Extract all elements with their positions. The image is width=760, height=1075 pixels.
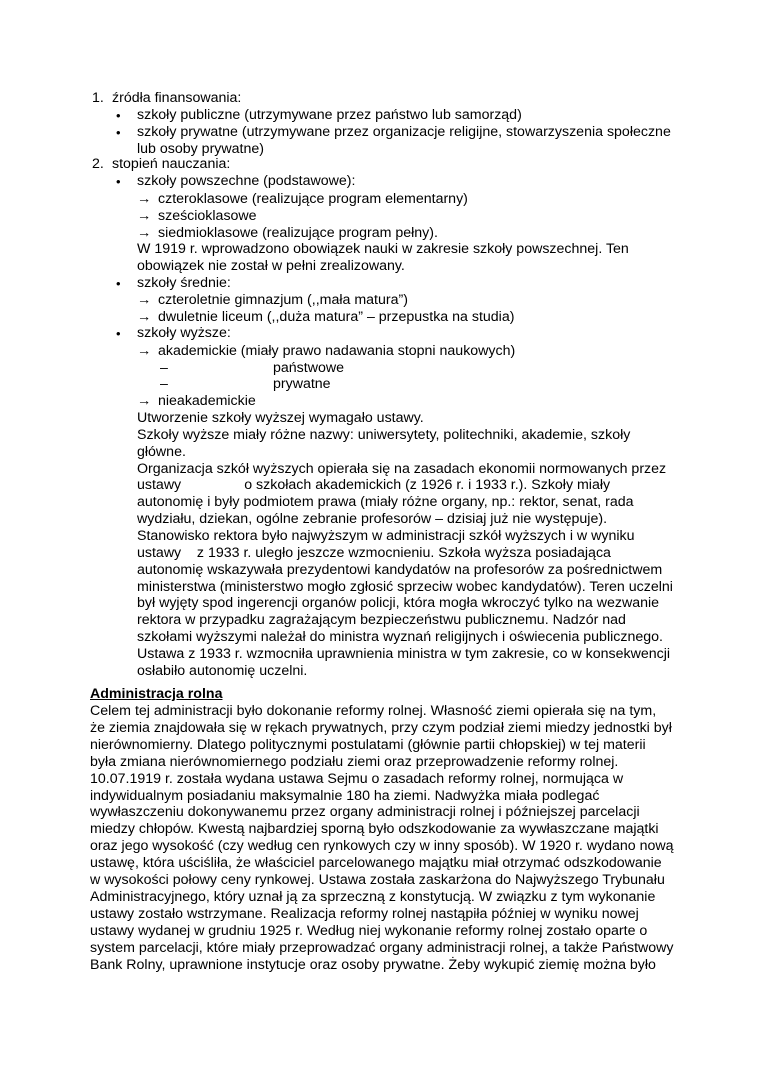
arrow-icon: → bbox=[137, 191, 152, 207]
bullet-icon: • bbox=[116, 174, 121, 189]
text-line: miedzy chłopów. Kwestą najbardziej sporną było odszkodowanie za wywłaszczane majątki bbox=[90, 821, 659, 838]
s1-bullet-1: szkoły publiczne (utrzymywane przez państwo lub samorząd) bbox=[137, 107, 522, 123]
text-line: 10.07.1919 r. została wydana ustawa Sejmu o zasadach reformy rolnej, normująca w bbox=[90, 770, 624, 787]
text-line: Bank Rolny, uprawnione instytucje oraz osoby prywatne. Żeby wykupić ziemię można było bbox=[90, 956, 656, 973]
text-line: ustawy z 1933 r. uległo jeszcze wzmocnieniu. Szkoła wyższa posiadająca bbox=[137, 544, 611, 561]
text-line: ustawy zostało wstrzymane. Realizacja reformy rolnej nastąpiła później w wyniku nowej bbox=[90, 905, 639, 922]
text-line: osłabiło autonomię uczelni. bbox=[137, 662, 308, 679]
arrow-icon: → bbox=[137, 225, 152, 241]
wyzsze-item-1: akademickie (miały prawo nadawania stopni naukowych) bbox=[158, 343, 516, 359]
text-line: Organizacja szkół wyższych opierała się na zasadach ekonomii normowanych przez bbox=[137, 460, 667, 477]
section-1-title: źródła finansowania: bbox=[112, 90, 242, 106]
powszechne-item-3: siedmioklasowe (realizujące program pełny). bbox=[158, 225, 438, 241]
section-2-title: stopień nauczania: bbox=[112, 156, 231, 172]
text-line: Stanowisko rektora było najwyższym w administracji szkół wyższych i w wyniku bbox=[137, 527, 635, 544]
s1-bullet-2-line-2: lub osoby prywatne) bbox=[137, 141, 264, 157]
list-number-1: 1. bbox=[92, 90, 104, 106]
list-number-2: 2. bbox=[92, 156, 104, 172]
text-line: w wysokości połowy ceny rynkowej. Ustawa została zaskarżona do Najwyższego Trybunału bbox=[90, 872, 665, 888]
text-line: Utworzenie szkoły wyższej wymagało ustawy. bbox=[137, 410, 424, 426]
srednie-title: szkoły średnie: bbox=[137, 275, 231, 291]
bullet-icon: • bbox=[116, 276, 121, 291]
powszechne-item-2: sześcioklasowe bbox=[158, 208, 257, 224]
arrow-icon: → bbox=[137, 309, 152, 325]
text-line: Szkoły wyższe miały różne nazwy: uniwersytety, politechniki, akademie, szkoły bbox=[137, 426, 631, 443]
text-line: Ustawa z 1933 r. wzmocniła uprawnienia ministra w tym zakresie, co w konsekwencji bbox=[137, 645, 671, 662]
section-heading: Administracja rolna bbox=[90, 686, 223, 702]
srednie-item-1: czteroletnie gimnazjum (,,mała matura”) bbox=[158, 292, 408, 308]
s1-bullet-2-line-1: szkoły prywatne (utrzymywane przez organizacje religijne, stowarzyszenia społeczne bbox=[137, 124, 671, 140]
text-line: wydziału, dziekan, ogólne zebranie profesorów – dzisiaj już nie występuje). bbox=[137, 511, 608, 528]
text-line: autonomię wskazywała prezydentowi kandydatów na profesorów za pośrednictwem bbox=[137, 561, 663, 578]
arrow-icon: → bbox=[137, 292, 152, 308]
text-line: indywidualnym posiadaniu maksymalnie 180 ha ziemi. Nadwyżka miała podlegać bbox=[90, 787, 600, 804]
text-line: nierównomierny. Dlatego politycznymi postulatami (głównie partii chłopskiej) w tej materii bbox=[90, 736, 646, 753]
text-line: ustawy o szkołach akademickich (z 1926 r. i 1933 r.). Szkoły miały bbox=[137, 477, 611, 494]
dash-icon: – bbox=[160, 376, 168, 392]
text-line: system parcelacji, które miały przeprowadzać organy administracji rolnej, a także Państwowy bbox=[90, 939, 674, 956]
text-line: ministerstwa (ministerstwo mogło zgłosić sprzeciw wobec kandydatów). Teren uczelni bbox=[137, 578, 673, 595]
bullet-icon: • bbox=[116, 108, 121, 123]
text-line: rektora w przypadku zagrażającym bezpieczeństwu publicznemu. Nadzór nad bbox=[137, 612, 626, 629]
wyzsze-title: szkoły wyższe: bbox=[137, 325, 231, 341]
wyzsze-sub-1: państwowe bbox=[273, 360, 344, 376]
arrow-icon: → bbox=[137, 393, 152, 409]
text-line: autonomię i były podmiotem prawa (miały różne organy, np.: rektor, senat, rada bbox=[137, 494, 634, 511]
bullet-icon: • bbox=[116, 326, 121, 341]
text-line: był wyjęty spod ingerencji organów policji, która mogła wkroczyć tylko na wezwanie bbox=[137, 595, 660, 612]
arrow-icon: → bbox=[137, 343, 152, 359]
wyzsze-item-2: nieakademickie bbox=[158, 393, 256, 409]
powszechne-note-2: obowiązek nie został w pełni zrealizowany. bbox=[137, 258, 405, 274]
text-line: ustawę, która uściśliła, że właściciel parcelowanego majątku miał otrzymać odszkodowanie bbox=[90, 855, 662, 872]
powszechne-item-1: czteroklasowe (realizujące program elementarny) bbox=[158, 191, 468, 207]
text-line: była zmiana nierównomiernego podziału ziemi oraz przeprowadzenie reformy rolnej. bbox=[90, 753, 619, 770]
bullet-icon: • bbox=[116, 125, 121, 140]
powszechne-title: szkoły powszechne (podstawowe): bbox=[137, 173, 356, 189]
text-line: że ziemia znajdowała się w rękach prywatnych, przy czym podział ziemi miedzy jednostki był bbox=[90, 719, 672, 736]
wyzsze-sub-2: prywatne bbox=[273, 376, 331, 392]
text-line: wywłaszczeniu dokonywanemu przez organy administracji rolnej i późniejszej parcelacji bbox=[90, 804, 640, 821]
text-line: oraz jego wysokość (czy według cen rynkowych czy w inny sposób). W 1920 r. wydano nową bbox=[90, 838, 674, 855]
text-line: główne. bbox=[137, 443, 186, 460]
powszechne-note-1: W 1919 r. wprowadzono obowiązek nauki w zakresie szkoły powszechnej. Ten bbox=[137, 241, 629, 257]
text-line: Celem tej administracji było dokonanie reformy rolnej. Własność ziemi opierała się na tym, bbox=[90, 703, 657, 719]
text-line: szkołami wyższymi należał do ministra wyznań religijnych i oświecenia publicznego. bbox=[137, 629, 663, 646]
srednie-item-2: dwuletnie liceum (,,duża matura” – przepustka na studia) bbox=[158, 309, 515, 325]
arrow-icon: → bbox=[137, 208, 152, 224]
text-line: ustawy wydanej w grudniu 1925 r. Według niej wykonanie reformy rolnej zostało oparte o bbox=[90, 922, 648, 939]
dash-icon: – bbox=[160, 360, 168, 376]
text-line: Administracyjnego, który uznał ją za sprzeczną z konstytucją. W związku z tym wykonanie bbox=[90, 888, 656, 905]
